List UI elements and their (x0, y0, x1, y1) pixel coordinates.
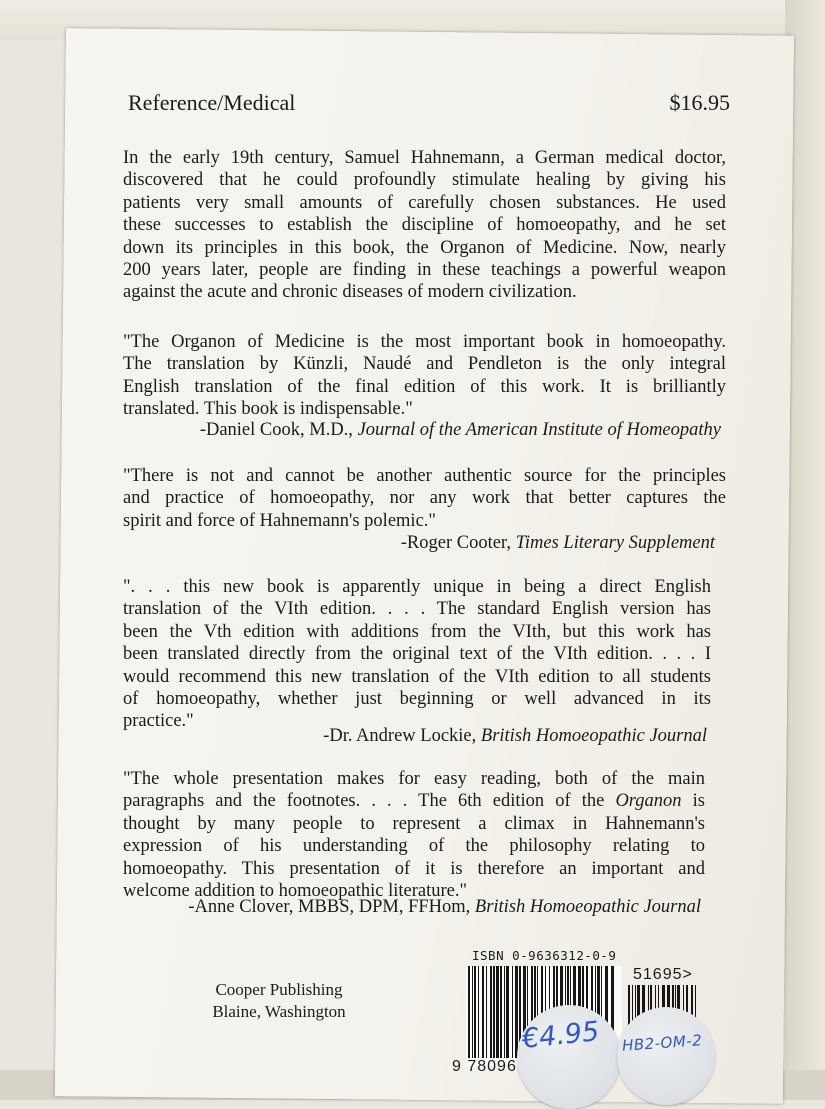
barcode-bar (512, 966, 513, 1058)
review-attribution-clover (188, 897, 701, 918)
attribution-author: -Daniel Cook, M.D., (199, 420, 358, 440)
barcode-bar (474, 966, 476, 1058)
category-label: Reference/Medical (128, 90, 296, 115)
quote-line: English translation of the final edition of this work. It is brilliantly (123, 376, 726, 397)
intro-line: down its principles in this book, the Organon of Medicine. Now, nearly (123, 237, 726, 258)
review-quote-cooter (123, 465, 726, 532)
review-attribution-cook (200, 420, 721, 441)
quote-line: been the Vth edition with additions from the VIth, but this work has (123, 621, 711, 642)
publisher-name: Cooper Publishing (215, 980, 343, 999)
intro-line: 200 years later, people are finding in these teachings a powerful weapon (123, 260, 726, 281)
quote-line: ". . . this new book is apparently unique in being a direct English (123, 577, 711, 597)
review-quote-lockie (123, 576, 711, 733)
quote-line: The translation by Künzli, Naudé and Pendleton is the only integral (123, 354, 726, 375)
barcode-digit-prefix: 9 (452, 1058, 462, 1075)
quote-line: homoeopathy. This presentation of it is therefore an important and (123, 858, 705, 879)
attribution-source: British Homoeopathic Journal (480, 726, 707, 746)
isbn-label: ISBN 0-9636312-0-9 (472, 948, 617, 963)
inventory-sticker (617, 1007, 715, 1105)
quote-line: "There is not and cannot be another authentic source for the principles (123, 466, 726, 486)
attribution-source: Times Literary Supplement (515, 533, 715, 553)
price-label: $16.95 (669, 90, 730, 115)
barcode-bar (482, 966, 484, 1058)
barcode-bar (500, 966, 502, 1058)
price-code-label: 51695> (633, 966, 693, 983)
intro-line: patients very small amounts of carefully chosen substances. He used (123, 192, 726, 213)
barcode-bar (486, 966, 487, 1058)
barcode-bar (506, 966, 509, 1058)
attribution-source: British Homoeopathic Journal (474, 897, 701, 917)
quote-line: "The Organon of Medicine is the most important book in homoeopathy. (123, 332, 726, 352)
quote-line: practice." (123, 711, 194, 732)
review-quote-cook (123, 331, 726, 421)
attribution-source: Journal of the American Institute of Homeopathy (357, 420, 721, 440)
quote-line (123, 790, 705, 812)
organon-title: Organon (615, 791, 682, 812)
handwritten-inventory-code: HB2-OM-2 (621, 1031, 703, 1055)
quote-line: and practice of homoeopathy, nor any work that better captures the (123, 488, 726, 509)
barcode-bar (504, 966, 505, 1058)
publisher-block (196, 979, 362, 1023)
attribution-author: -Roger Cooter, (400, 533, 516, 553)
intro-line: discovered that he could profoundly stimulate healing by giving his (123, 170, 726, 191)
quote-line: "The whole presentation makes for easy reading, both of the main (123, 769, 705, 789)
barcode-digits-main: 78096 (467, 1058, 517, 1075)
barcode-bar (472, 966, 473, 1058)
review-attribution-cooter (401, 533, 715, 554)
quote-line: thought by many people to represent a climax in Hahnemann's (123, 813, 705, 834)
attribution-author: -Dr. Andrew Lockie, (323, 726, 481, 746)
attribution-author: -Anne Clover, MBBS, DPM, FFHom, (188, 897, 475, 917)
intro-paragraph (123, 147, 726, 304)
quote-text: is (681, 791, 705, 812)
barcode-bar (493, 966, 495, 1058)
quote-line: of homoeopathy, whether just beginning or well advanced in its (123, 689, 711, 710)
intro-line: against the acute and chronic diseases of modern civilization. (123, 282, 577, 303)
publisher-location: Blaine, Washington (212, 1002, 346, 1021)
barcode-bar (468, 966, 470, 1058)
quote-line: translation of the VIth edition. . . . The standard English version has (123, 599, 711, 620)
quote-line: translated. This book is indispensable." (123, 399, 413, 420)
quote-line: been translated directly from the original text of the VIth edition. . . . I (123, 644, 711, 665)
handwritten-price: €4.95 (520, 1016, 601, 1055)
quote-line: welcome addition to homoeopathic literature." (123, 881, 468, 902)
quote-line: would recommend this new translation of the VIth edition to all students (123, 666, 711, 687)
review-attribution-lockie (323, 726, 707, 747)
intro-line: In the early 19th century, Samuel Hahnemann, a German medical doctor, (123, 148, 726, 168)
intro-line: these successes to establish the discipline of homoeopathy, and he set (123, 215, 726, 236)
quote-text: paragraphs and the footnotes. . . . The 6th edition of the (123, 791, 616, 812)
barcode-bar (478, 966, 479, 1058)
quote-line: spirit and force of Hahnemann's polemic." (123, 510, 436, 531)
barcode-bar (490, 966, 492, 1058)
review-quote-clover (123, 768, 705, 902)
barcode-bar (496, 966, 499, 1058)
quote-line: expression of his understanding of the philosophy relating to (123, 836, 705, 857)
